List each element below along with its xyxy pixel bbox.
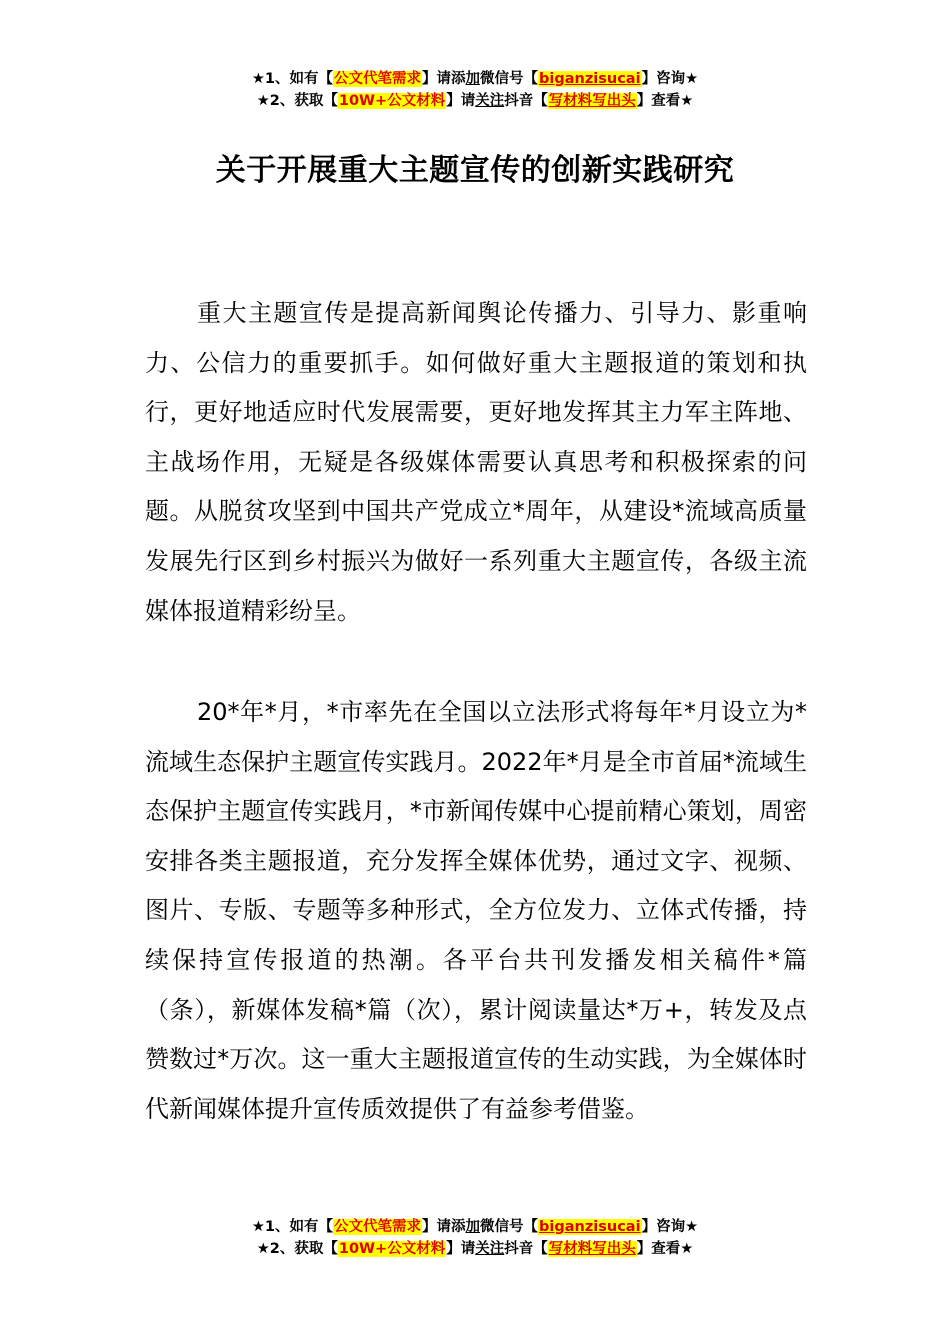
promo-text: ★1、如有【 [251,71,334,87]
promo-line-2 [0,1238,950,1260]
douyin-account-link[interactable]: 写材料写出头 [548,93,636,109]
paragraph-text: 20*年*月，*市率先在全国以立法形式将每年*月设立为*流域生态保护主题宣传实践月。2022年*月是全市首届*流域生态保护主题宣传实践月，*市新闻传媒中心提前精心策划，周密安排各类主题报道，充分发挥全媒体优势，通过文字、视频、图片、专版、专题等多种形式，全方位发力、立体式传播，持续保持宣传报道的热潮。各平台共刊发播发相关稿件*篇（条），新媒体发稿*篇（次），累计阅读量达*万+，转发及点赞数过*万次。这一重大主题报道宣传的生动实践，为全媒体时代新闻媒体提升宣传质效提供了有益参考借鉴。 [145,698,807,1123]
wechat-id-link[interactable]: biganzisucai [539,1219,641,1235]
promo-highlight: 10W+公文材料 [338,1241,446,1257]
promo-text: ★2、获取【 [256,1241,338,1257]
promo-highlight: 10W+公文材料 [338,93,446,109]
promo-text: 抖音【 [504,1241,548,1257]
douyin-account-link[interactable]: 写材料写出头 [548,1241,636,1257]
promo-line-1 [0,1216,950,1238]
promo-line-2 [0,90,950,112]
promo-text-underlined: 加 [465,1219,481,1235]
body-paragraph-2 [145,688,807,1134]
promo-text: 】咨询★ [641,71,699,87]
promo-text: 】查看★ [636,93,694,109]
promo-line-1 [0,68,950,90]
promo-text: 】查看★ [636,1241,694,1257]
promo-text: ★1、如有【 [251,1219,334,1235]
promo-text-underlined: 关注 [475,93,505,109]
promo-text: 微信号【 [480,1219,539,1235]
promo-text: 】请添 [422,71,466,87]
promo-highlight: 公文代笔需求 [334,71,422,87]
body-paragraph-1 [145,289,807,636]
paragraph-indent [145,299,197,327]
wechat-id-link[interactable]: biganzisucai [539,71,641,87]
promo-text: 】请 [446,93,476,109]
footer-promo-banner [0,1216,950,1260]
promo-text: 微信号【 [480,71,539,87]
promo-highlight: 公文代笔需求 [334,1219,422,1235]
promo-text: 】咨询★ [641,1219,699,1235]
paragraph-indent [145,698,197,726]
promo-text-underlined: 关注 [475,1241,505,1257]
promo-text: 抖音【 [504,93,548,109]
paragraph-text: 重大主题宣传是提高新闻舆论传播力、引导力、影重响力、公信力的重要抓手。如何做好重大主题报道的策划和执行，更好地适应时代发展需要，更好地发挥其主力军主阵地、主战场作用，无疑是各级媒体需要认真思考和积极探索的问题。从脱贫攻坚到中国共产党成立*周年，从建设*流域高质量发展先行区到乡村振兴为做好一系列重大主题宣传，各级主流媒体报道精彩纷呈。 [145,299,807,625]
promo-text: ★2、获取【 [256,93,338,109]
promo-text: 】请添 [422,1219,466,1235]
promo-text: 】请 [446,1241,476,1257]
promo-text-underlined: 加 [465,71,481,87]
document-title: 关于开展重大主题宣传的创新实践研究 [215,153,735,188]
header-promo-banner [0,68,950,112]
